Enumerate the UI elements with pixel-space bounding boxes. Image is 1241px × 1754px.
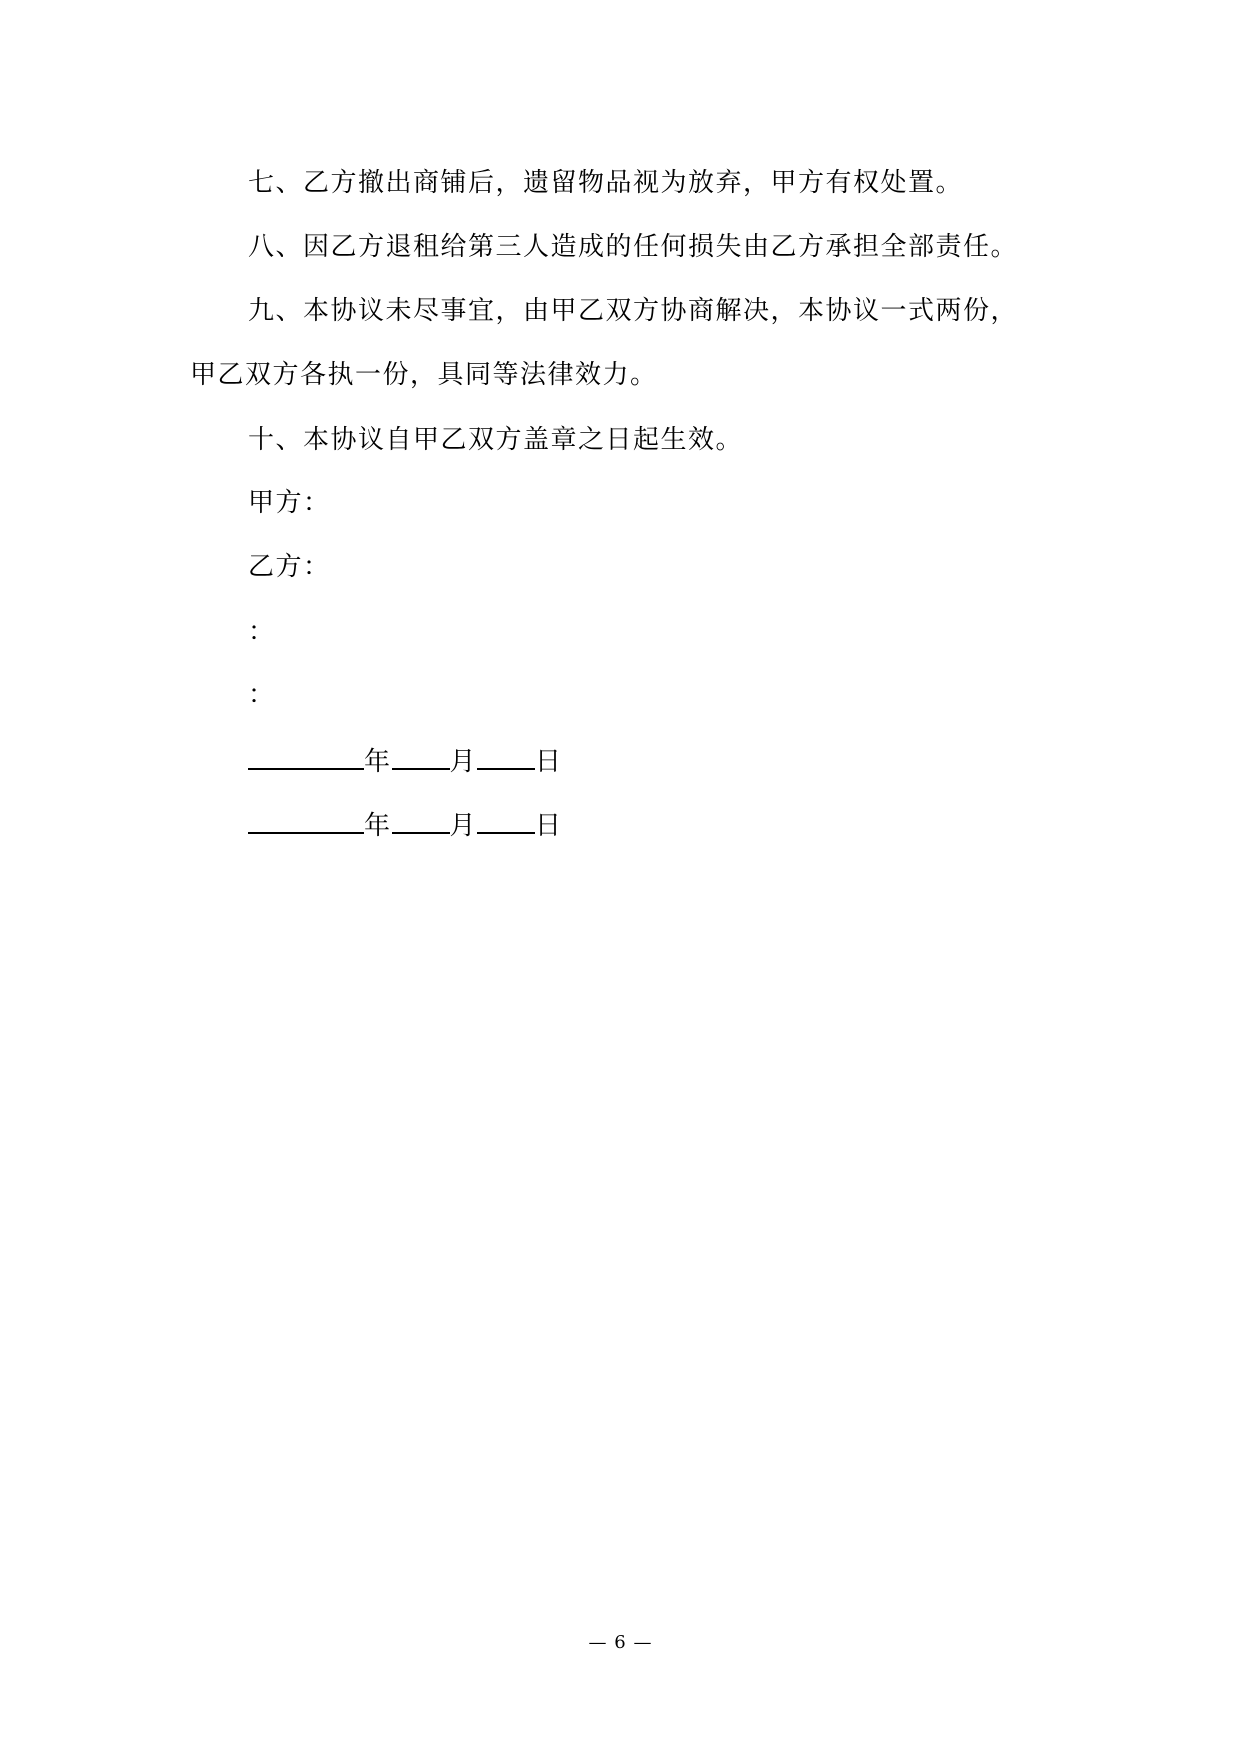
date-line-2 (248, 806, 563, 844)
day-unit: 日 (535, 811, 563, 841)
month-unit: 月 (449, 747, 478, 777)
clause-10: 十、本协议自甲乙双方盖章之日起生效。 (248, 425, 744, 455)
month-blank (392, 806, 450, 834)
year-blank (248, 742, 364, 770)
clause-8: 八、因乙方退租给第三人造成的任何损失由乙方承担全部责任。 (248, 232, 1019, 262)
year-unit: 年 (364, 811, 392, 841)
day-blank (477, 806, 535, 834)
party-a-label: 甲方： (248, 488, 331, 518)
month-blank (392, 742, 450, 770)
day-blank (477, 742, 535, 770)
signature-colon-2: ： (248, 680, 276, 710)
signature-colon-1: ： (248, 617, 276, 647)
year-unit: 年 (364, 747, 392, 777)
date-line-1 (248, 742, 563, 780)
clause-7: 七、乙方撤出商铺后，遗留物品视为放弃，甲方有权处置。 (248, 168, 964, 198)
year-blank (248, 806, 364, 834)
page-number: — 6 — (588, 1632, 653, 1653)
clause-9-line-2: 甲乙双方各执一份，具同等法律效力。 (190, 360, 658, 390)
day-unit: 日 (535, 747, 563, 777)
party-b-label: 乙方： (248, 552, 331, 582)
clause-9-line-1: 九、本协议未尽事宜，由甲乙双方协商解决，本协议一式两份， (248, 296, 1019, 326)
month-unit: 月 (449, 811, 478, 841)
